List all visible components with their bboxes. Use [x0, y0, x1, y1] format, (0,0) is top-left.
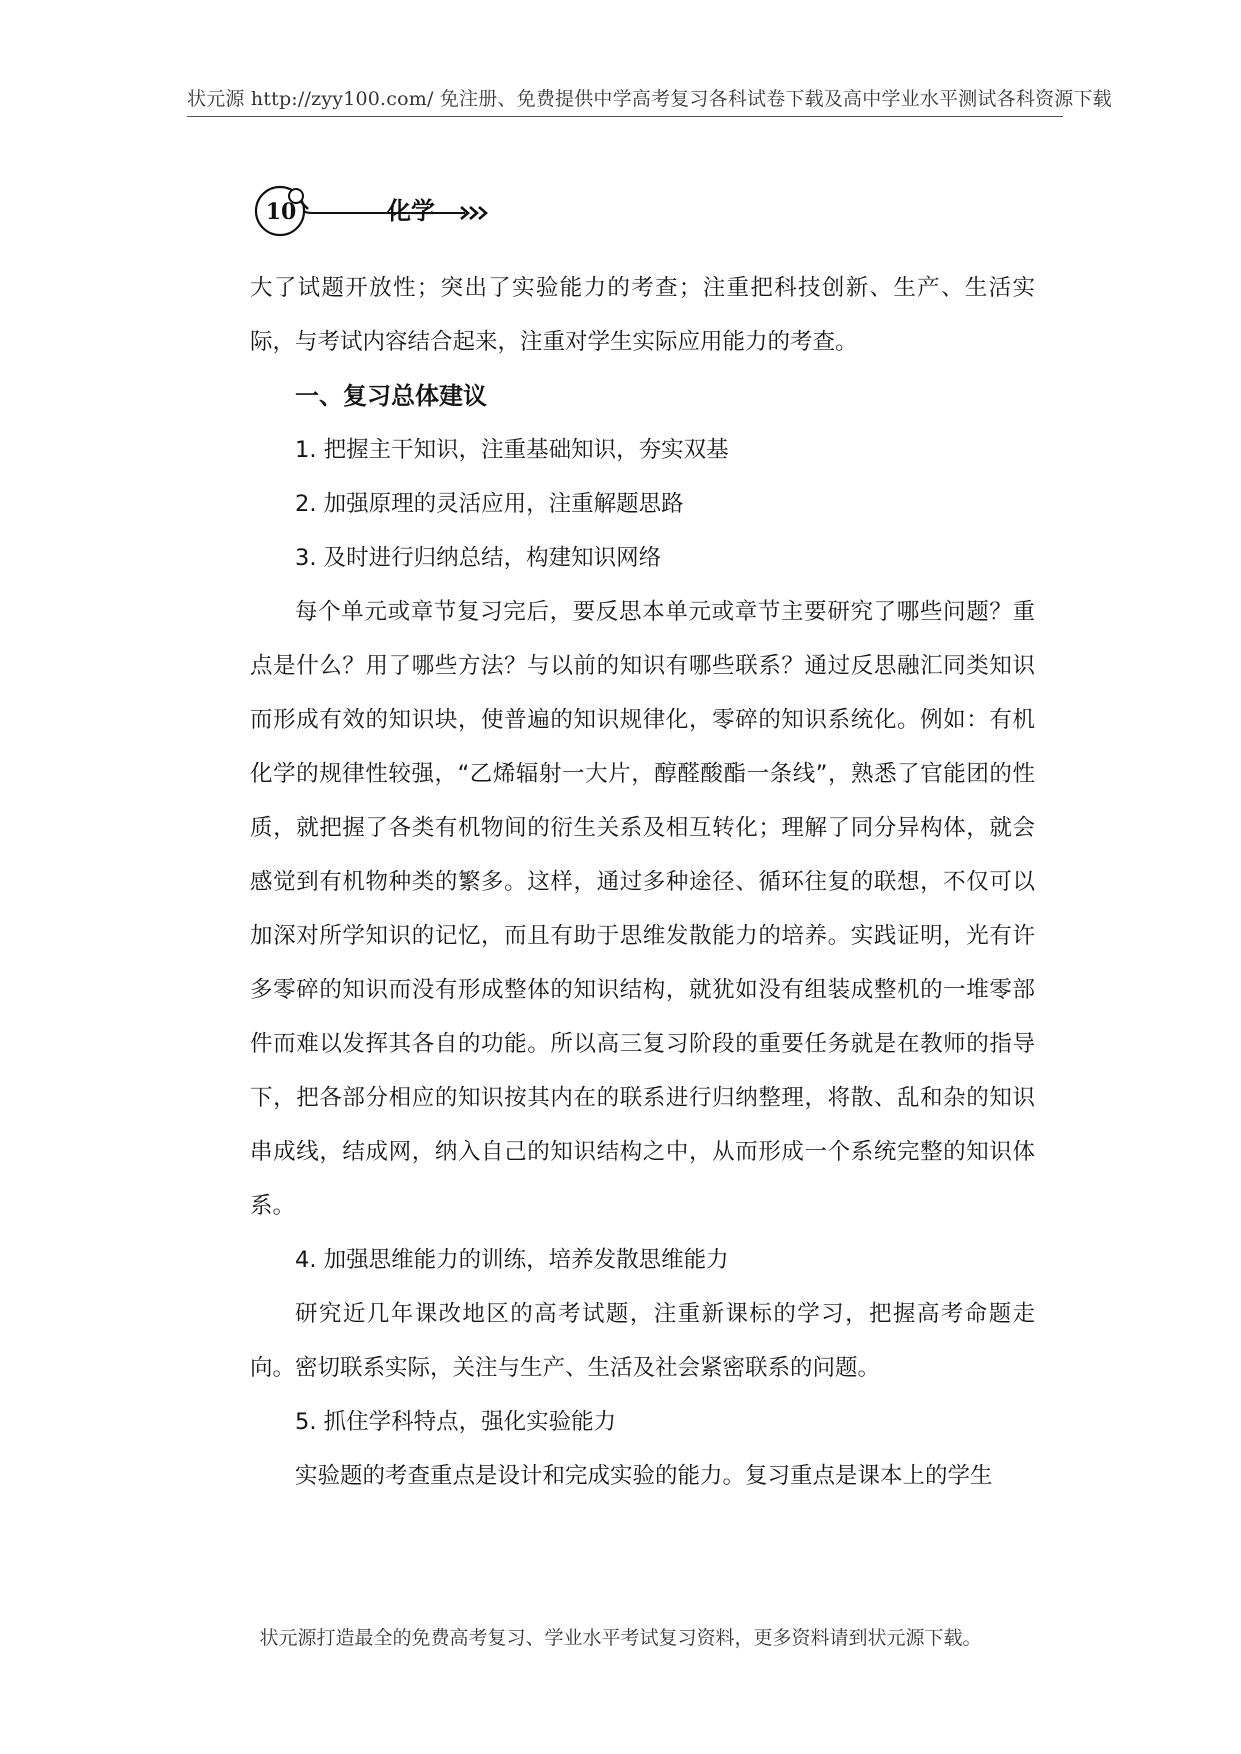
intro-paragraph: 大了试题开放性；突出了实验能力的考查；注重把科技创新、生产、生活实际，与考试内容结合起来，注重对学生实际应用能力的考查。 [250, 275, 1035, 355]
chapter-banner [250, 184, 570, 244]
list-item-1: 1. 把握主干知识，注重基础知识，夯实双基 [295, 437, 729, 463]
chapter-arrow-line [304, 211, 465, 213]
page-header: 状元源 http://zyy100.com/ 免注册、免费提供中学高考复习各科试卷下载及高中学业水平测试各科资源下载 [187, 88, 1112, 110]
paragraph-experiment: 实验题的考查重点是设计和完成实验的能力。复习重点是课本上的学生 [295, 1463, 993, 1489]
chapter-number: 10 [265, 199, 297, 225]
list-item-4: 4. 加强思维能力的训练，培养发散思维能力 [295, 1247, 729, 1273]
paragraph-exam-trends: 研究近几年课改地区的高考试题，注重新课标的学习，把握高考命题走向。密切联系实际，关注与生产、生活及社会紧密联系的问题。 [250, 1301, 1035, 1381]
list-item-3: 3. 及时进行归纳总结，构建知识网络 [295, 545, 662, 571]
list-item-5: 5. 抓住学科特点，强化实验能力 [295, 1409, 617, 1435]
section-heading: 一、复习总体建议 [295, 382, 487, 410]
list-item-2: 2. 加强原理的灵活应用，注重解题思路 [295, 491, 684, 517]
paragraph-knowledge-network: 每个单元或章节复习完后，要反思本单元或章节主要研究了哪些问题？重点是什么？用了哪些方法？与以前的知识有哪些联系？通过反思融汇同类知识而形成有效的知识块，使普遍的知识规律化，零碎的知识系统化。例如：有机化学的规律性较强，“乙烯辐射一大片，醇醛酸酯一条线”，熟悉了官能团的性质，就把握了各类有机物间的衍生关系及相互转化；理解了同分异构体，就会感觉到有机物种类的繁多。这样，通过多种途径、循环往复的联想，不仅可以加深对所学知识的记忆，而且有助于思维发散能力的培养。实践证明，光有许多零碎的知识而没有形成整体的知识结构，就犹如没有组装成整机的一堆零部件而难以发挥其各自的功能。所以高三复习阶段的重要任务就是在教师的指导下，把各部分相应的知识按其内在的联系进行归纳整理，将散、乱和杂的知识串成线，结成网，纳入自己的知识结构之中，从而形成一个系统完整的知识体系。 [250, 599, 1035, 1219]
header-divider [187, 116, 1063, 117]
page-footer: 状元源打造最全的免费高考复习、学业水平考试复习资料，更多资料请到状元源下载。 [259, 1627, 982, 1649]
document-body [250, 261, 1035, 1503]
chapter-title: 化学 [387, 197, 435, 225]
